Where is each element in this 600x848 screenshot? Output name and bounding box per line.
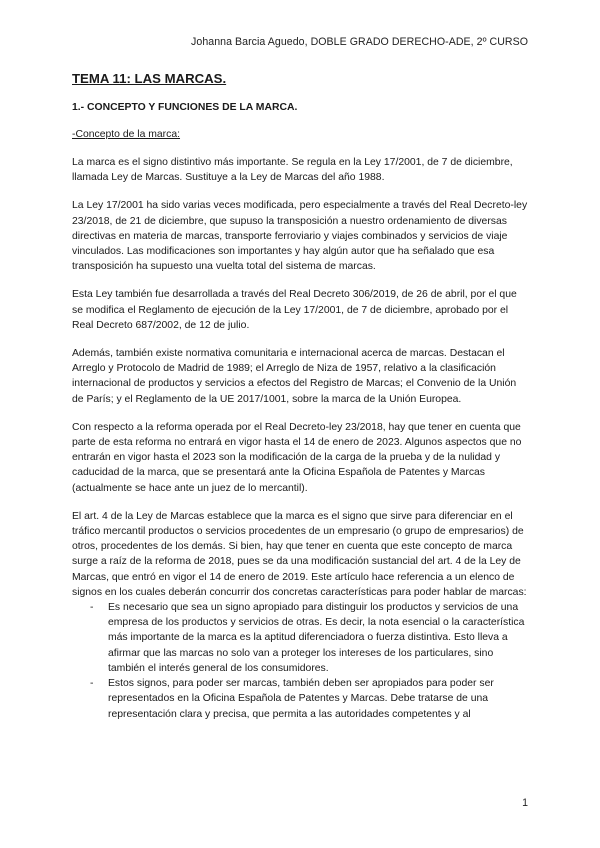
paragraph-real-decreto: Esta Ley también fue desarrollada a través del Real Decreto 306/2019, de 26 de abril, por el que se modifica el Reglamento de ejecución de la Ley 17/2001, de 7 de diciembre, aprobado por el Real Decreto 687/2002, de 12 de julio. — [72, 289, 517, 331]
paragraph-ley-marcas: La marca es el signo distintivo más importante. Se regula en la Ley 17/2001, de 7 de diciembre, llamada Ley de Marcas. Sustituye a la Ley de Marcas del año 1988. — [72, 157, 513, 184]
page-header: Johanna Barcia Aguedo, DOBLE GRADO DERECHO-ADE, 2º CURSO — [191, 36, 528, 48]
list-item — [72, 676, 530, 722]
document-body — [72, 70, 530, 722]
list-bullet: - — [90, 678, 94, 690]
list-item-text: Estos signos, para poder ser marcas, también deben ser apropiados para poder ser representados en la Oficina Española de Patentes y Marcas. Debe tratarse de una representación clara y precisa, que permita a las autoridades competentes y al — [108, 678, 494, 720]
section-heading: 1.- CONCEPTO Y FUNCIONES DE LA MARCA. — [72, 102, 298, 113]
subsection-heading: -Concepto de la marca: — [72, 129, 181, 140]
list-item-text: Es necesario que sea un signo apropiado para distinguir los productos y servicios de una empresa de los productos y servicios de otras. Es decir, la nota esencial o la característica más importante de la marca es la aptitud diferenciadora o fuerza distintiva. Esto lleva a afirmar que las marcas no solo van a proteger los intereses de los particulares, sino también el interés general de los consumidores. — [108, 602, 525, 674]
list-item — [72, 600, 530, 676]
paragraph-reforma-2018: Con respecto a la reforma operada por el Real Decreto-ley 23/2018, hay que tener en cuenta que parte de esta reforma no entrará en vigor hasta el 14 de enero de 2023. Algunos aspectos que no entrarán en vigor hasta el 2023 son la modificación de la carga de la prueba y de la nulidad y caducidad de la marca, que se presentará ante la Oficina Española de Patentes y Marcas (actualmente se hace ante un juez de lo mercantil). — [72, 421, 522, 494]
characteristics-list — [72, 600, 530, 722]
paragraph-art-4: El art. 4 de la Ley de Marcas establece que la marca es el signo que sirve para diferenciar en el tráfico mercantil productos o servicios procedentes de un empresario (o grupo de empresarios) de otros, procedentes de los demás. Si bien, hay que tener en cuenta que este concepto de marca surge a raíz de la reforma de 2018, pues se da una modificación sustancial del art. 4 de la Ley de Marcas, que entró en vigor el 14 de enero de 2019. Este artículo hace referencia a un elenco de signos en los cuales deberán concurrir dos concretas características para poder hablar de marcas: — [72, 510, 527, 598]
document-title: TEMA 11: LAS MARCAS. — [72, 71, 227, 86]
paragraph-normativa-internacional: Además, también existe normativa comunitaria e internacional acerca de marcas. Destacan el Arreglo y Protocolo de Madrid de 1989; el Arreglo de Niza de 1957, relativo a la clasificación internacional de productos y servicios a efectos del Registro de Marcas; el Convenio de la Unión de París; y el Reglamento de la UE 2017/1001, sobre la marca de la Unión Europea. — [72, 348, 517, 405]
page-number: 1 — [522, 797, 528, 809]
paragraph-modificaciones: La Ley 17/2001 ha sido varias veces modificada, pero especialmente a través del Real Decreto-ley 23/2018, de 21 de diciembre, que supuso la transposición a nuestro ordenamiento de diversas directivas en materia de marcas, transporte ferroviario y viajes combinados y servicios de viaje vinculados. Las modificaciones son importantes y hay algún autor que ha señalado que esa transposición ha supuesto una vuelta total del sistema de marcas. — [72, 200, 528, 273]
list-bullet: - — [90, 602, 94, 614]
